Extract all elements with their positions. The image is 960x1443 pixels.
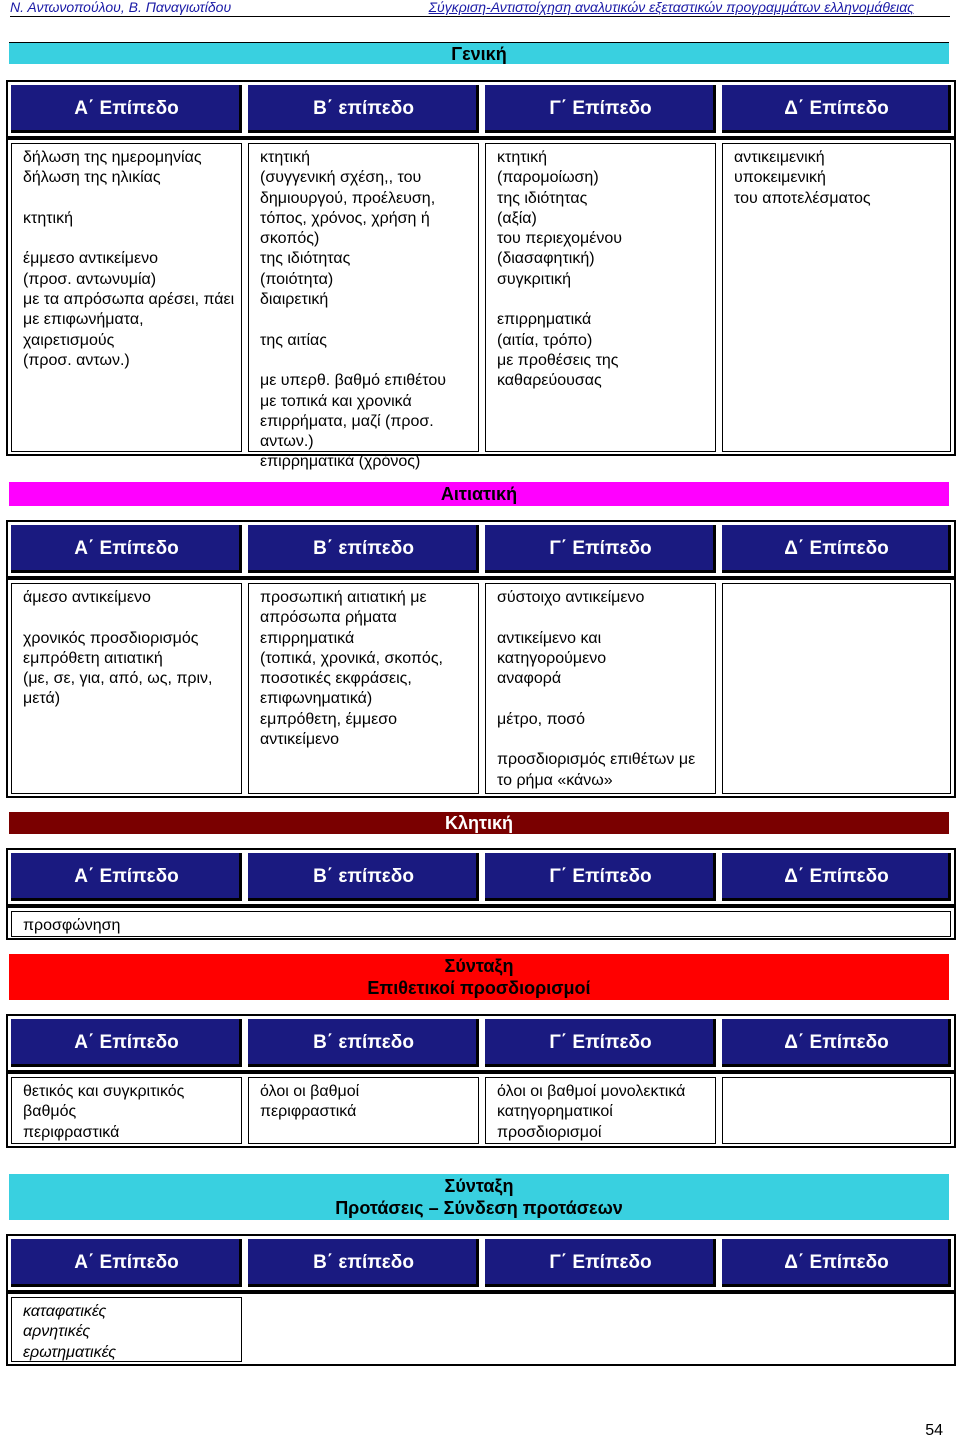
level-c-label: Γ΄ Επίπεδο bbox=[485, 85, 716, 133]
level-b-label: Β΄ επίπεδο bbox=[248, 853, 479, 901]
section-title-syntax-clauses-line2: Προτάσεις – Σύνδεση προτάσεων bbox=[335, 1198, 623, 1218]
syntax-adjectival-level-b-cell: όλοι οι βαθμοί περιφραστικά bbox=[248, 1077, 479, 1144]
vocative-cell: προσφώνηση bbox=[11, 911, 951, 937]
section-title-accusative bbox=[9, 482, 949, 506]
genitive-grid bbox=[6, 138, 956, 471]
section-title-syntax-clauses bbox=[9, 1174, 949, 1220]
section-title-syntax-adjectival-line1: Σύνταξη bbox=[444, 956, 514, 976]
section-title-syntax-clauses-line1: Σύνταξη bbox=[444, 1176, 514, 1196]
level-header-row bbox=[6, 1234, 956, 1292]
level-c-label: Γ΄ Επίπεδο bbox=[485, 1239, 716, 1287]
genitive-level-c-cell: κτητική (παρομοίωση) της ιδιότητας (αξία) του περιεχομένου (διασαφητική) συγκριτική επιρρηματικά (αιτία, τρόπο) με προθέσεις της καθαρεύουσας bbox=[485, 143, 716, 452]
level-d-label: Δ΄ Επίπεδο bbox=[722, 1019, 951, 1067]
genitive-level-b-cell: κτητική (συγγενική σχέση,, του δημιουργού, προέλευση, τόπος, χρόνος, χρήση ή σκοπός) της ιδιότητας (ποιότητα) διαιρετική της αιτίας με υπερθ. βαθμό επιθέτου με τοπικά και χρονικά επιρρήματα, μαζί (προσ. αντων.) επιρρηματικά (χρόνος) bbox=[248, 143, 479, 452]
syntax-clauses-grid bbox=[6, 1292, 956, 1366]
level-header-row bbox=[6, 80, 956, 138]
accusative-grid bbox=[6, 578, 956, 798]
level-b-label: Β΄ επίπεδο bbox=[248, 525, 479, 573]
level-header-row bbox=[6, 1014, 956, 1072]
genitive-level-d-cell: αντικειμενική υποκειμενική του αποτελέσματος bbox=[722, 143, 951, 452]
level-d-label: Δ΄ Επίπεδο bbox=[722, 853, 951, 901]
syntax-clauses-level-a-cell: καταφατικές αρνητικές ερωτηματικές bbox=[11, 1297, 242, 1362]
accusative-level-a-cell: άμεσο αντικείμενο χρονικός προσδιορισμός εμπρόθετη αιτιατική (με, σε, για, από, ως, πριν, μετά) bbox=[11, 583, 242, 794]
level-c-label: Γ΄ Επίπεδο bbox=[485, 853, 716, 901]
level-b-label: Β΄ επίπεδο bbox=[248, 1019, 479, 1067]
level-header-row bbox=[6, 848, 956, 906]
accusative-level-b-cell: προσωπική αιτιατική με απρόσωπα ρήματα επιρρηματικά (τοπικά, χρονικά, σκοπός, ποσοτικές εκφράσεις, επιφωνηματικά) εμπρόθετη, έμμεσο αντικείμενο bbox=[248, 583, 479, 794]
level-d-label: Δ΄ Επίπεδο bbox=[722, 1239, 951, 1287]
section-title-genitive-text: Γενική bbox=[451, 44, 507, 64]
section-title-accusative-text: Αιτιατική bbox=[440, 484, 518, 504]
vocative-grid bbox=[6, 906, 956, 940]
section-title-syntax-adjectival bbox=[9, 954, 949, 1000]
syntax-adjectival-level-a-cell: θετικός και συγκριτικός βαθμός περιφραστικά bbox=[11, 1077, 242, 1144]
level-header-row bbox=[6, 520, 956, 578]
syntax-adjectival-level-c-cell: όλοι οι βαθμοί μονολεκτικά κατηγορηματικοί προσδιορισμοί bbox=[485, 1077, 716, 1144]
page-number: 54 bbox=[925, 1422, 943, 1439]
accusative-level-d-cell bbox=[722, 583, 951, 794]
level-b-label: Β΄ επίπεδο bbox=[248, 1239, 479, 1287]
level-d-label: Δ΄ Επίπεδο bbox=[722, 85, 951, 133]
page-header-title: Σύγκριση-Αντιστοίχηση αναλυτικών εξεταστικών προγραμμάτων ελληνομάθειας bbox=[428, 0, 914, 15]
level-a-label: Α΄ Επίπεδο bbox=[11, 853, 242, 901]
section-title-syntax-adjectival-line2: Επιθετικοί προσδιορισμοί bbox=[367, 978, 591, 998]
accusative-level-c-cell: σύστοιχο αντικείμενο αντικείμενο και κατηγορούμενο αναφορά μέτρο, ποσό προσδιορισμός επιθέτων με το ρήμα «κάνω» bbox=[485, 583, 716, 794]
level-c-label: Γ΄ Επίπεδο bbox=[485, 1019, 716, 1067]
level-a-label: Α΄ Επίπεδο bbox=[11, 85, 242, 133]
section-title-genitive bbox=[9, 42, 949, 64]
level-a-label: Α΄ Επίπεδο bbox=[11, 525, 242, 573]
level-b-label: Β΄ επίπεδο bbox=[248, 85, 479, 133]
section-title-vocative-text: Κλητική bbox=[444, 813, 514, 833]
level-a-label: Α΄ Επίπεδο bbox=[11, 1239, 242, 1287]
level-a-label: Α΄ Επίπεδο bbox=[11, 1019, 242, 1067]
syntax-adjectival-level-d-cell bbox=[722, 1077, 951, 1144]
page-header bbox=[10, 0, 950, 17]
level-d-label: Δ΄ Επίπεδο bbox=[722, 525, 951, 573]
syntax-adjectival-grid bbox=[6, 1072, 956, 1148]
page-header-authors: Ν. Αντωνοπούλου, Β. Παναγιωτίδου bbox=[10, 0, 232, 15]
level-c-label: Γ΄ Επίπεδο bbox=[485, 525, 716, 573]
genitive-level-a-cell: δήλωση της ημερομηνίας δήλωση της ηλικίας κτητική έμμεσο αντικείμενο (προσ. αντωνυμία) με τα απρόσωπα αρέσει, πάει με επιφωνήματα, χαιρετισμούς (προσ. αντων.) bbox=[11, 143, 242, 452]
section-title-vocative bbox=[9, 812, 949, 834]
